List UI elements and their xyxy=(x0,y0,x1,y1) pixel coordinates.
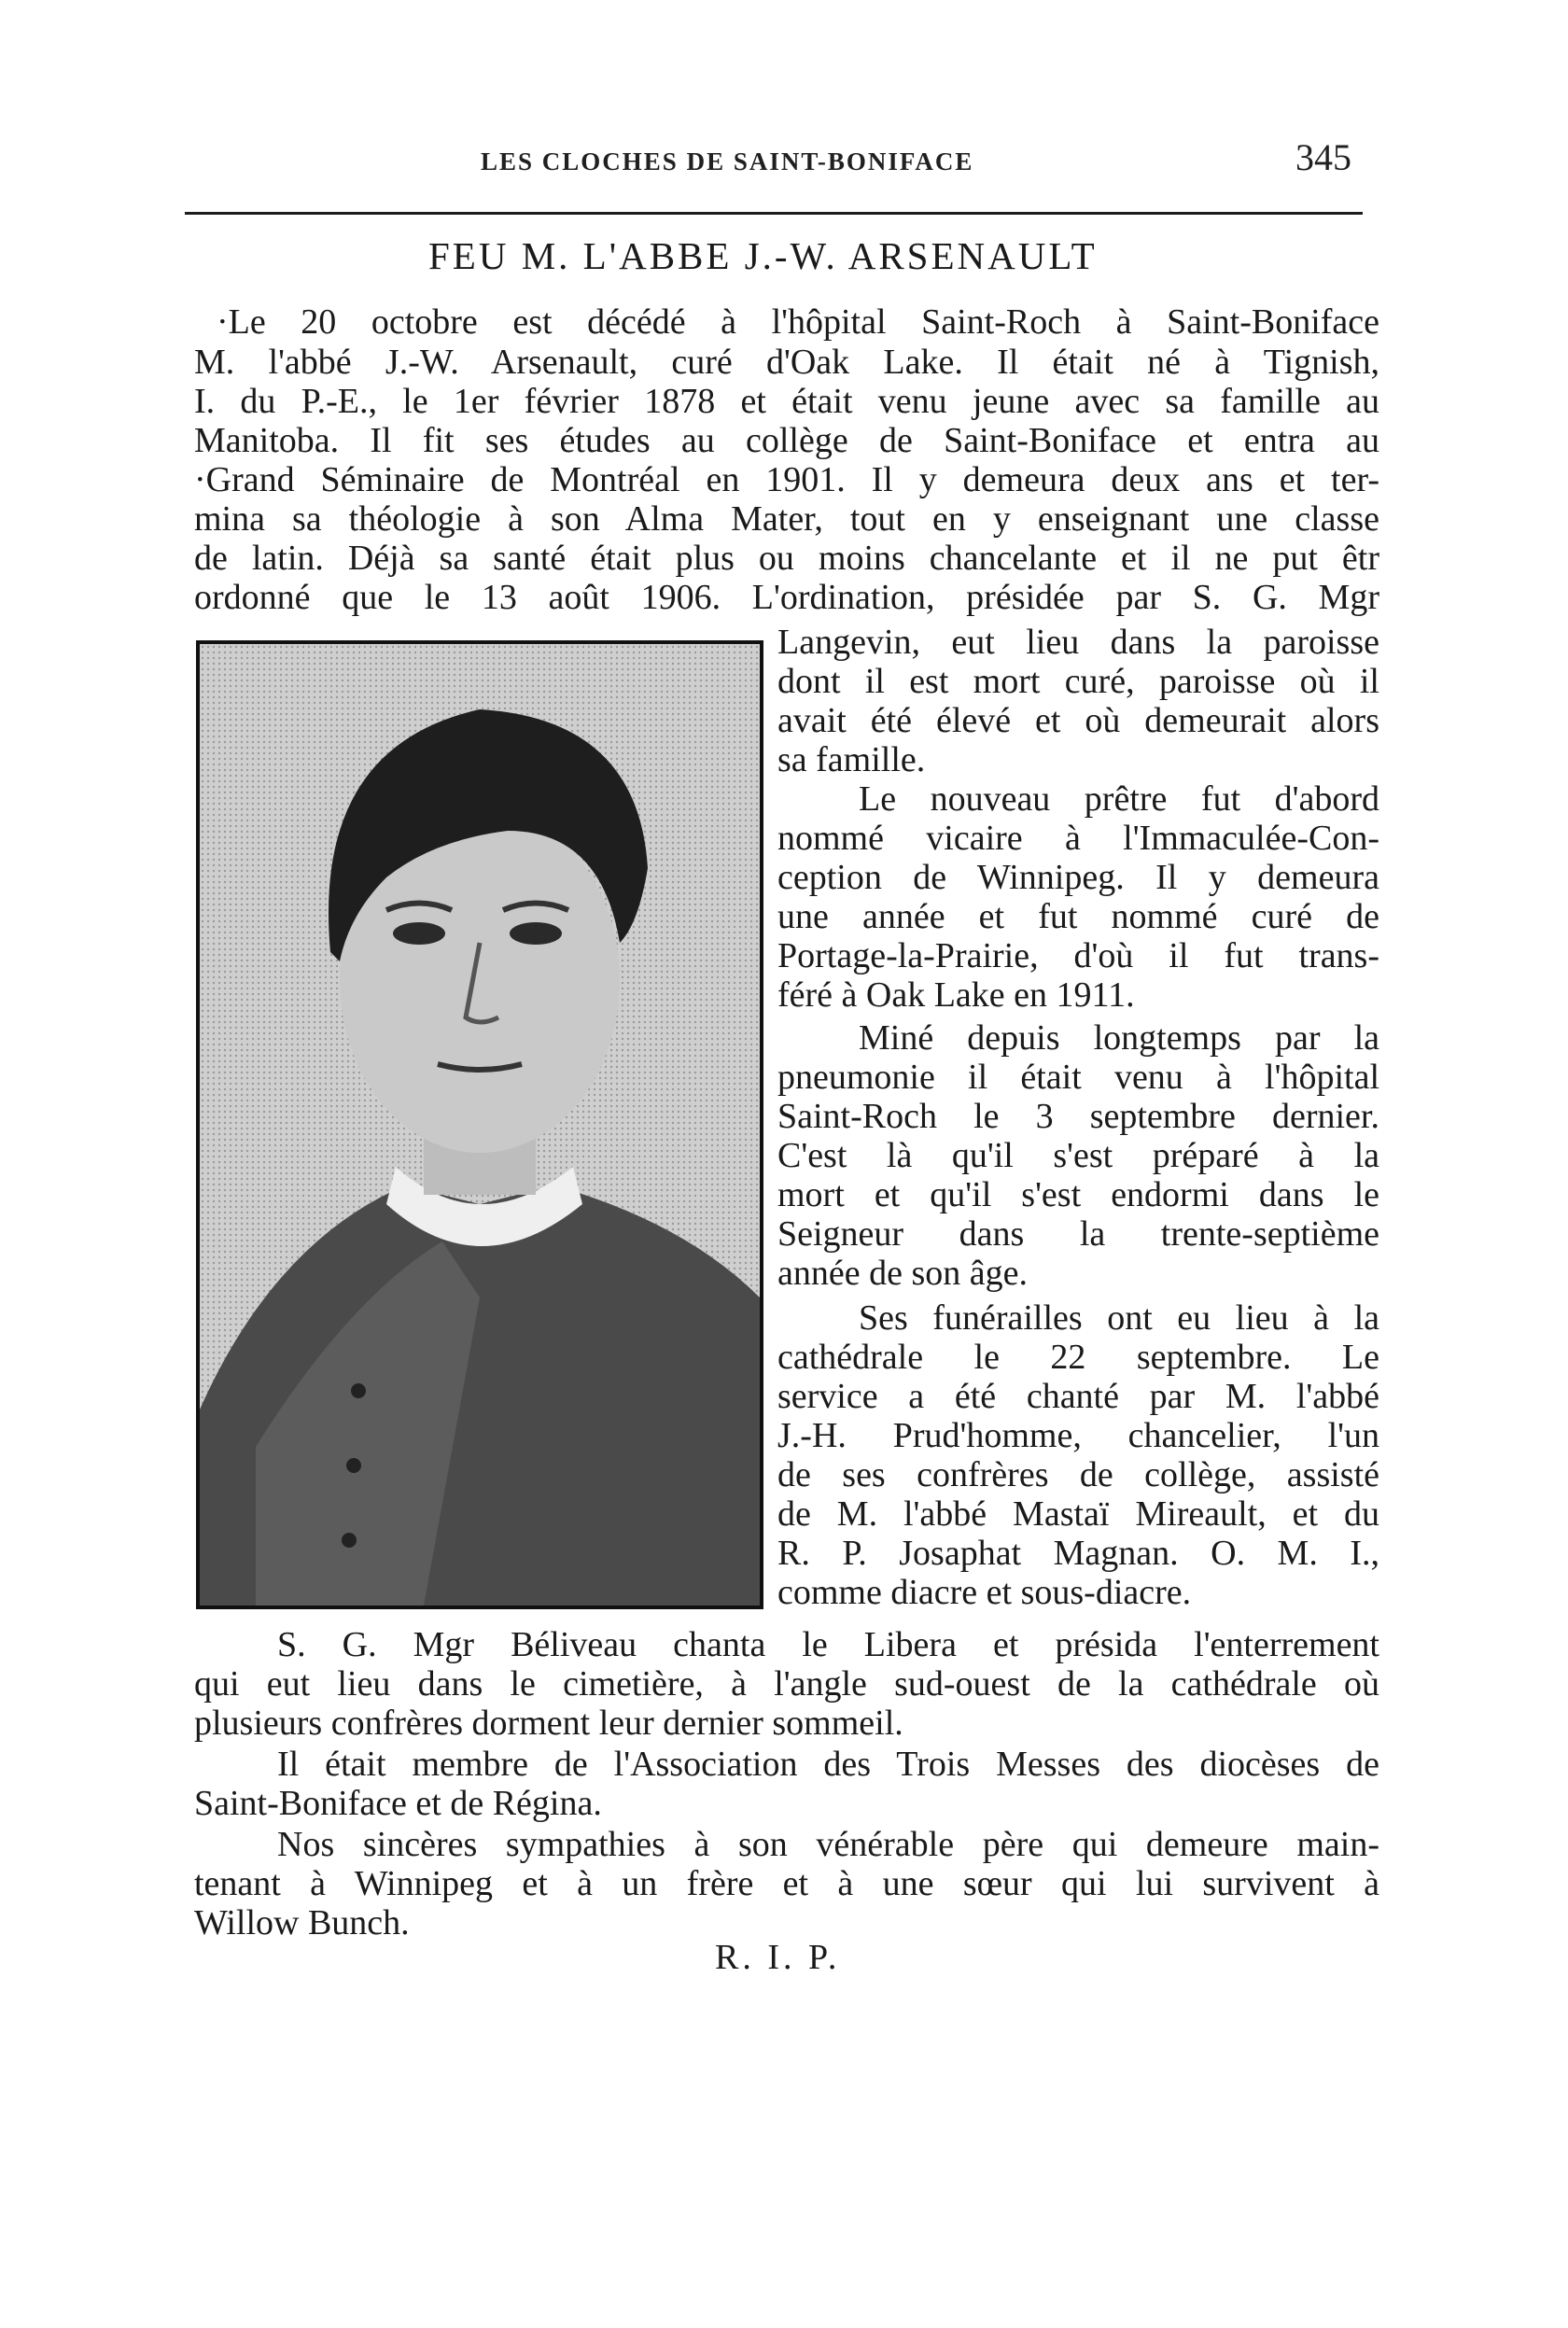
body-line: Miné depuis longtemps par la xyxy=(859,1018,1379,1058)
body-line: Seigneur dans la trente-septième xyxy=(777,1214,1379,1254)
body-line: Manitoba. Il fit ses études au collège de Saint-Boniface et entra au xyxy=(194,421,1379,460)
body-line: plusieurs confrères dorment leur dernier sommeil. xyxy=(194,1704,903,1743)
body-line: mort et qu'il s'est endormi dans le xyxy=(777,1175,1379,1214)
body-line: qui eut lieu dans le cimetière, à l'angle sud-ouest de la cathédrale où xyxy=(194,1664,1379,1704)
body-line: Il était membre de l'Association des Trois Messes des diocèses de xyxy=(277,1745,1379,1784)
body-line: de latin. Déjà sa santé était plus ou moins chancelante et il ne put êtr xyxy=(194,539,1379,578)
running-head: LES CLOCHES DE SAINT-BONIFACE xyxy=(481,147,974,175)
body-line: avait été élevé et où demeurait alors xyxy=(777,701,1379,740)
body-line: nommé vicaire à l'Immaculée-Con- xyxy=(777,819,1379,858)
body-line: J.-H. Prud'homme, chancelier, l'un xyxy=(777,1416,1379,1455)
body-line: cathédrale le 22 septembre. Le xyxy=(777,1338,1379,1377)
body-line: une année et fut nommé curé de xyxy=(777,897,1379,936)
body-line: de M. l'abbé Mastaï Mireault, et du xyxy=(777,1494,1379,1534)
body-line: ·Grand Séminaire de Montréal en 1901. Il y demeura deux ans et ter- xyxy=(194,460,1379,499)
body-line: mina sa théologie à son Alma Mater, tout en y enseignant une classe xyxy=(194,499,1379,539)
body-line: Ses funérailles ont eu lieu à la xyxy=(859,1298,1379,1338)
body-line: ·Le 20 octobre est décédé à l'hôpital Saint-Roch à Saint-Boniface xyxy=(217,302,1379,342)
body-line: M. l'abbé J.-W. Arsenault, curé d'Oak Lake. Il était né à Tignish, xyxy=(194,343,1379,382)
body-line: R. P. Josaphat Magnan. O. M. I., xyxy=(777,1534,1379,1573)
body-line: S. G. Mgr Béliveau chanta le Libera et présida l'enterrement xyxy=(277,1625,1379,1664)
body-line: Saint-Roch le 3 septembre dernier. xyxy=(777,1097,1379,1136)
body-line: année de son âge. xyxy=(777,1254,1028,1293)
body-line: Langevin, eut lieu dans la paroisse xyxy=(777,623,1379,662)
body-line: service a été chanté par M. l'abbé xyxy=(777,1377,1379,1416)
portrait-photo-icon xyxy=(200,644,760,1606)
body-line: de ses confrères de collège, assisté xyxy=(777,1455,1379,1494)
body-line: féré à Oak Lake en 1911. xyxy=(777,975,1135,1015)
header-rule xyxy=(185,212,1363,215)
body-line: tenant à Winnipeg et à un frère et à une sœur qui lui survivent à xyxy=(194,1864,1379,1903)
body-line: sa famille. xyxy=(777,740,926,779)
body-line: Saint-Boniface et de Régina. xyxy=(194,1784,602,1823)
body-line: Le nouveau prêtre fut d'abord xyxy=(859,779,1379,819)
body-line: Willow Bunch. xyxy=(194,1903,410,1942)
body-line: Portage-la-Prairie, d'où il fut trans- xyxy=(777,936,1379,975)
body-line: I. du P.-E., le 1er février 1878 et était venu jeune avec sa famille au xyxy=(194,382,1379,421)
article-title: FEU M. L'ABBE J.-W. ARSENAULT xyxy=(428,234,1098,277)
page-number: 345 xyxy=(1295,136,1351,178)
portrait-photo xyxy=(196,640,763,1609)
body-line: C'est là qu'il s'est préparé à la xyxy=(777,1136,1379,1175)
body-line: dont il est mort curé, paroisse où il xyxy=(777,662,1379,701)
closing-rip: R. I. P. xyxy=(715,1938,841,1977)
body-line: ception de Winnipeg. Il y demeura xyxy=(777,858,1379,897)
body-line: ordonné que le 13 août 1906. L'ordination, présidée par S. G. Mgr xyxy=(194,578,1379,617)
body-line: Nos sincères sympathies à son vénérable père qui demeure main- xyxy=(277,1825,1379,1864)
body-line: comme diacre et sous-diacre. xyxy=(777,1573,1192,1612)
body-line: pneumonie il était venu à l'hôpital xyxy=(777,1058,1379,1097)
